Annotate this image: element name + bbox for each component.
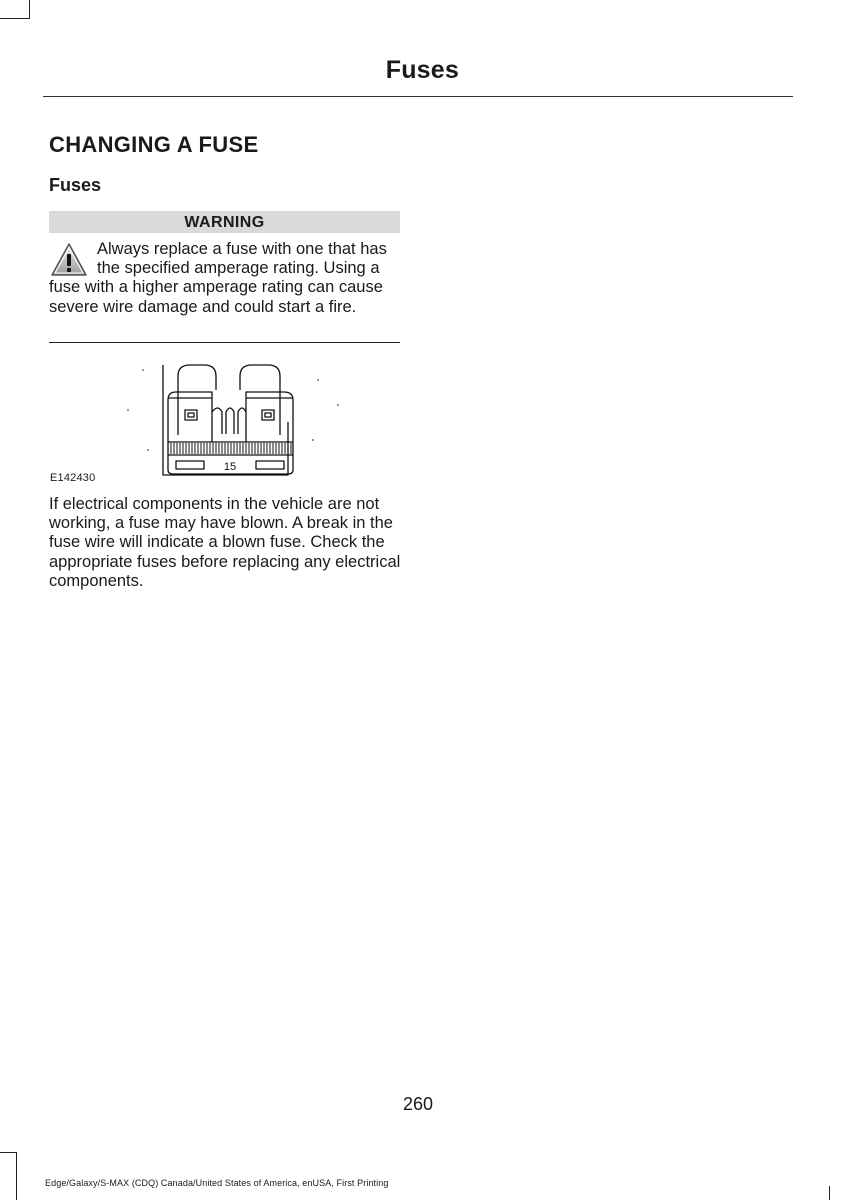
- warning-label: WARNING: [184, 214, 265, 231]
- page-header-title: Fuses: [385, 56, 459, 84]
- crop-mark-top-left-horizontal: [0, 18, 30, 19]
- body-paragraph: If electrical components in the vehicle are not working, a fuse may have blown. A break in the fuse wire will indicate a blown fuse. Check the appropriate fuses before replacing any electrical components.: [49, 495, 401, 590]
- warning-text: Always replace a fuse with one that has the specified amperage rating. Using a fuse with a higher amperage rating can cause severe wire damage and could start a fire.: [49, 240, 387, 316]
- warning-triangle-icon: [49, 240, 89, 280]
- sub-heading: Fuses: [49, 175, 102, 195]
- crop-mark-bottom-right-vertical: [829, 1186, 830, 1200]
- crop-mark-top-left-vertical: [29, 0, 30, 19]
- footer-text: Edge/Galaxy/S-MAX (CDQ) Canada/United States of America, enUSA, First Printing: [45, 1178, 389, 1188]
- figure-id: E142430: [50, 472, 96, 484]
- warning-text-block: [49, 240, 401, 317]
- crop-mark-bottom-left-vertical: [16, 1152, 17, 1200]
- warning-bottom-rule: [49, 342, 400, 343]
- fuse-rating-label: 15: [223, 461, 237, 473]
- fuse-illustration: [118, 360, 348, 485]
- crop-mark-bottom-left-horizontal: [0, 1152, 17, 1153]
- warning-label-bar: [49, 211, 400, 233]
- page-number: 260: [402, 1094, 434, 1114]
- section-heading: CHANGING A FUSE: [49, 132, 259, 157]
- header-divider: [43, 96, 793, 97]
